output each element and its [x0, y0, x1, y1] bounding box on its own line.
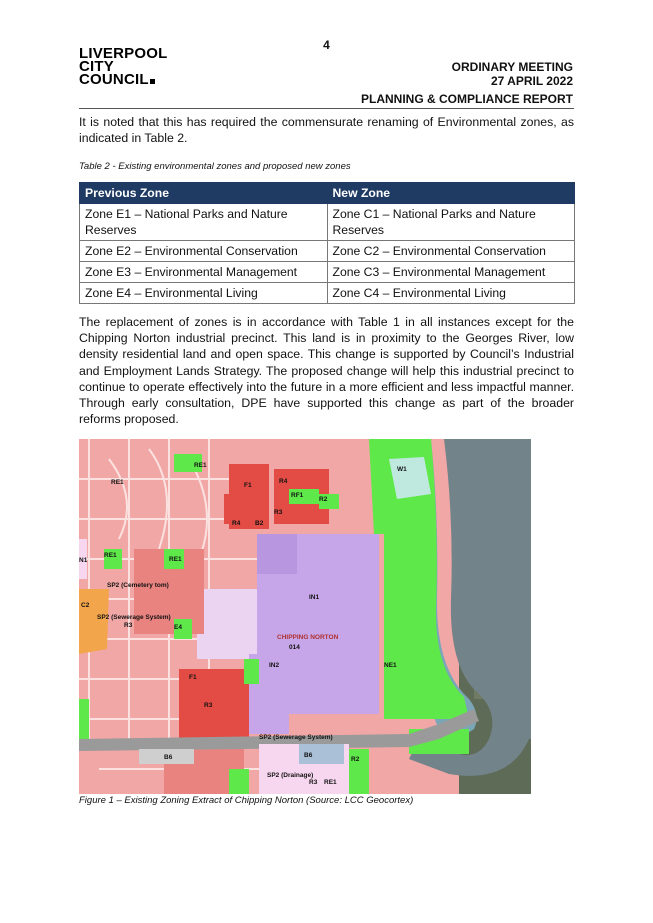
map-label: IN2: [269, 662, 280, 669]
map-label: F1: [244, 482, 252, 489]
table-cell: Zone C4 – Environmental Living: [327, 283, 575, 304]
logo-line-1: LIVERPOOL: [79, 45, 168, 62]
figure-caption: Figure 1 – Existing Zoning Extract of Chipping Norton (Source: LCC Geocortex): [79, 795, 414, 806]
map-industrial-light: [197, 589, 257, 659]
header-divider: [79, 108, 574, 109]
map-label: R3: [309, 779, 318, 786]
table-cell: Zone C3 – Environmental Management: [327, 262, 575, 283]
table-cell: Zone C2 – Environmental Conservation: [327, 241, 575, 262]
map-label: SP2 (Sewerage System): [97, 614, 171, 621]
map-suburb-name: CHIPPING NORTON: [277, 634, 339, 641]
table-header-previous: Previous Zone: [80, 183, 328, 204]
table-cell: Zone C1 – National Parks and Nature Reserves: [327, 204, 575, 241]
table-caption: Table 2 - Existing environmental zones and proposed new zones: [79, 161, 351, 172]
map-label: B6: [304, 752, 313, 759]
map-label: R2: [319, 496, 328, 503]
table-cell: Zone E3 – Environmental Management: [80, 262, 328, 283]
map-label: NE1: [384, 662, 397, 669]
table-row: [80, 204, 575, 241]
page-number: 4: [323, 38, 330, 52]
map-label: R4: [279, 478, 288, 485]
council-logo: [79, 47, 167, 86]
map-label: B6: [164, 754, 173, 761]
logo-line-2: CITY: [79, 58, 114, 75]
map-label: C2: [81, 602, 90, 609]
meeting-date: 27 APRIL 2022: [490, 74, 573, 88]
table-header-new: New Zone: [327, 183, 575, 204]
table-cell: Zone E1 – National Parks and Nature Reserves: [80, 204, 328, 241]
map-label: RE1: [111, 479, 124, 486]
map-label: R2: [351, 756, 360, 763]
table-header-row: [80, 183, 575, 204]
zones-table: [79, 182, 575, 304]
map-environmental-c2: [79, 589, 109, 654]
intro-paragraph: It is noted that this has required the commensurate renaming of Environmental zones, as indicated in Table 2.: [79, 115, 574, 145]
map-label: R4: [232, 520, 241, 527]
map-label: RE1: [169, 556, 182, 563]
map-label: 014: [289, 644, 300, 651]
table-row: [80, 283, 575, 304]
map-label: R3: [124, 622, 133, 629]
table-cell: Zone E4 – Environmental Living: [80, 283, 328, 304]
table-row: [80, 241, 575, 262]
logo-dot: [150, 79, 155, 84]
table-cell: Zone E2 – Environmental Conservation: [80, 241, 328, 262]
map-label: SP2 (Drainage): [267, 772, 314, 779]
map-label: B2: [255, 520, 264, 527]
zoning-map: [79, 439, 531, 794]
meeting-header: [452, 60, 573, 88]
map-label: W1: [397, 466, 407, 473]
map-label: RE1: [104, 552, 117, 559]
report-title: PLANNING & COMPLIANCE REPORT: [360, 92, 573, 106]
replacement-paragraph: The replacement of zones is in accordance with Table 1 in all instances except for the Chipping Norton industrial precinct. This land is in proximity to the Georges River, low density residential land and open space. This change is supported by Council’s Industrial and Employment Lands Strategy. The proposed change will help this industrial precinct to continue to operate effectively into the future in a more efficient and less impactful manner. Through early consultation, DPE have supported this change as part of the broader reforms proposed.: [79, 315, 574, 427]
meeting-title: ORDINARY MEETING: [451, 60, 573, 74]
map-label: N1: [79, 557, 88, 564]
map-label: SP2 (Sewerage System): [259, 734, 333, 741]
map-label: RF1: [291, 492, 304, 499]
map-label: RE1: [324, 779, 337, 786]
map-label: SP2 (Cemetery tom): [107, 582, 169, 589]
map-label: RE1: [194, 462, 207, 469]
map-label: R3: [204, 702, 213, 709]
map-label: IN1: [309, 594, 320, 601]
table-row: [80, 262, 575, 283]
map-label: F1: [189, 674, 197, 681]
map-label: E4: [174, 624, 182, 631]
map-label: R3: [274, 509, 283, 516]
logo-line-3: COUNCIL: [79, 73, 167, 86]
